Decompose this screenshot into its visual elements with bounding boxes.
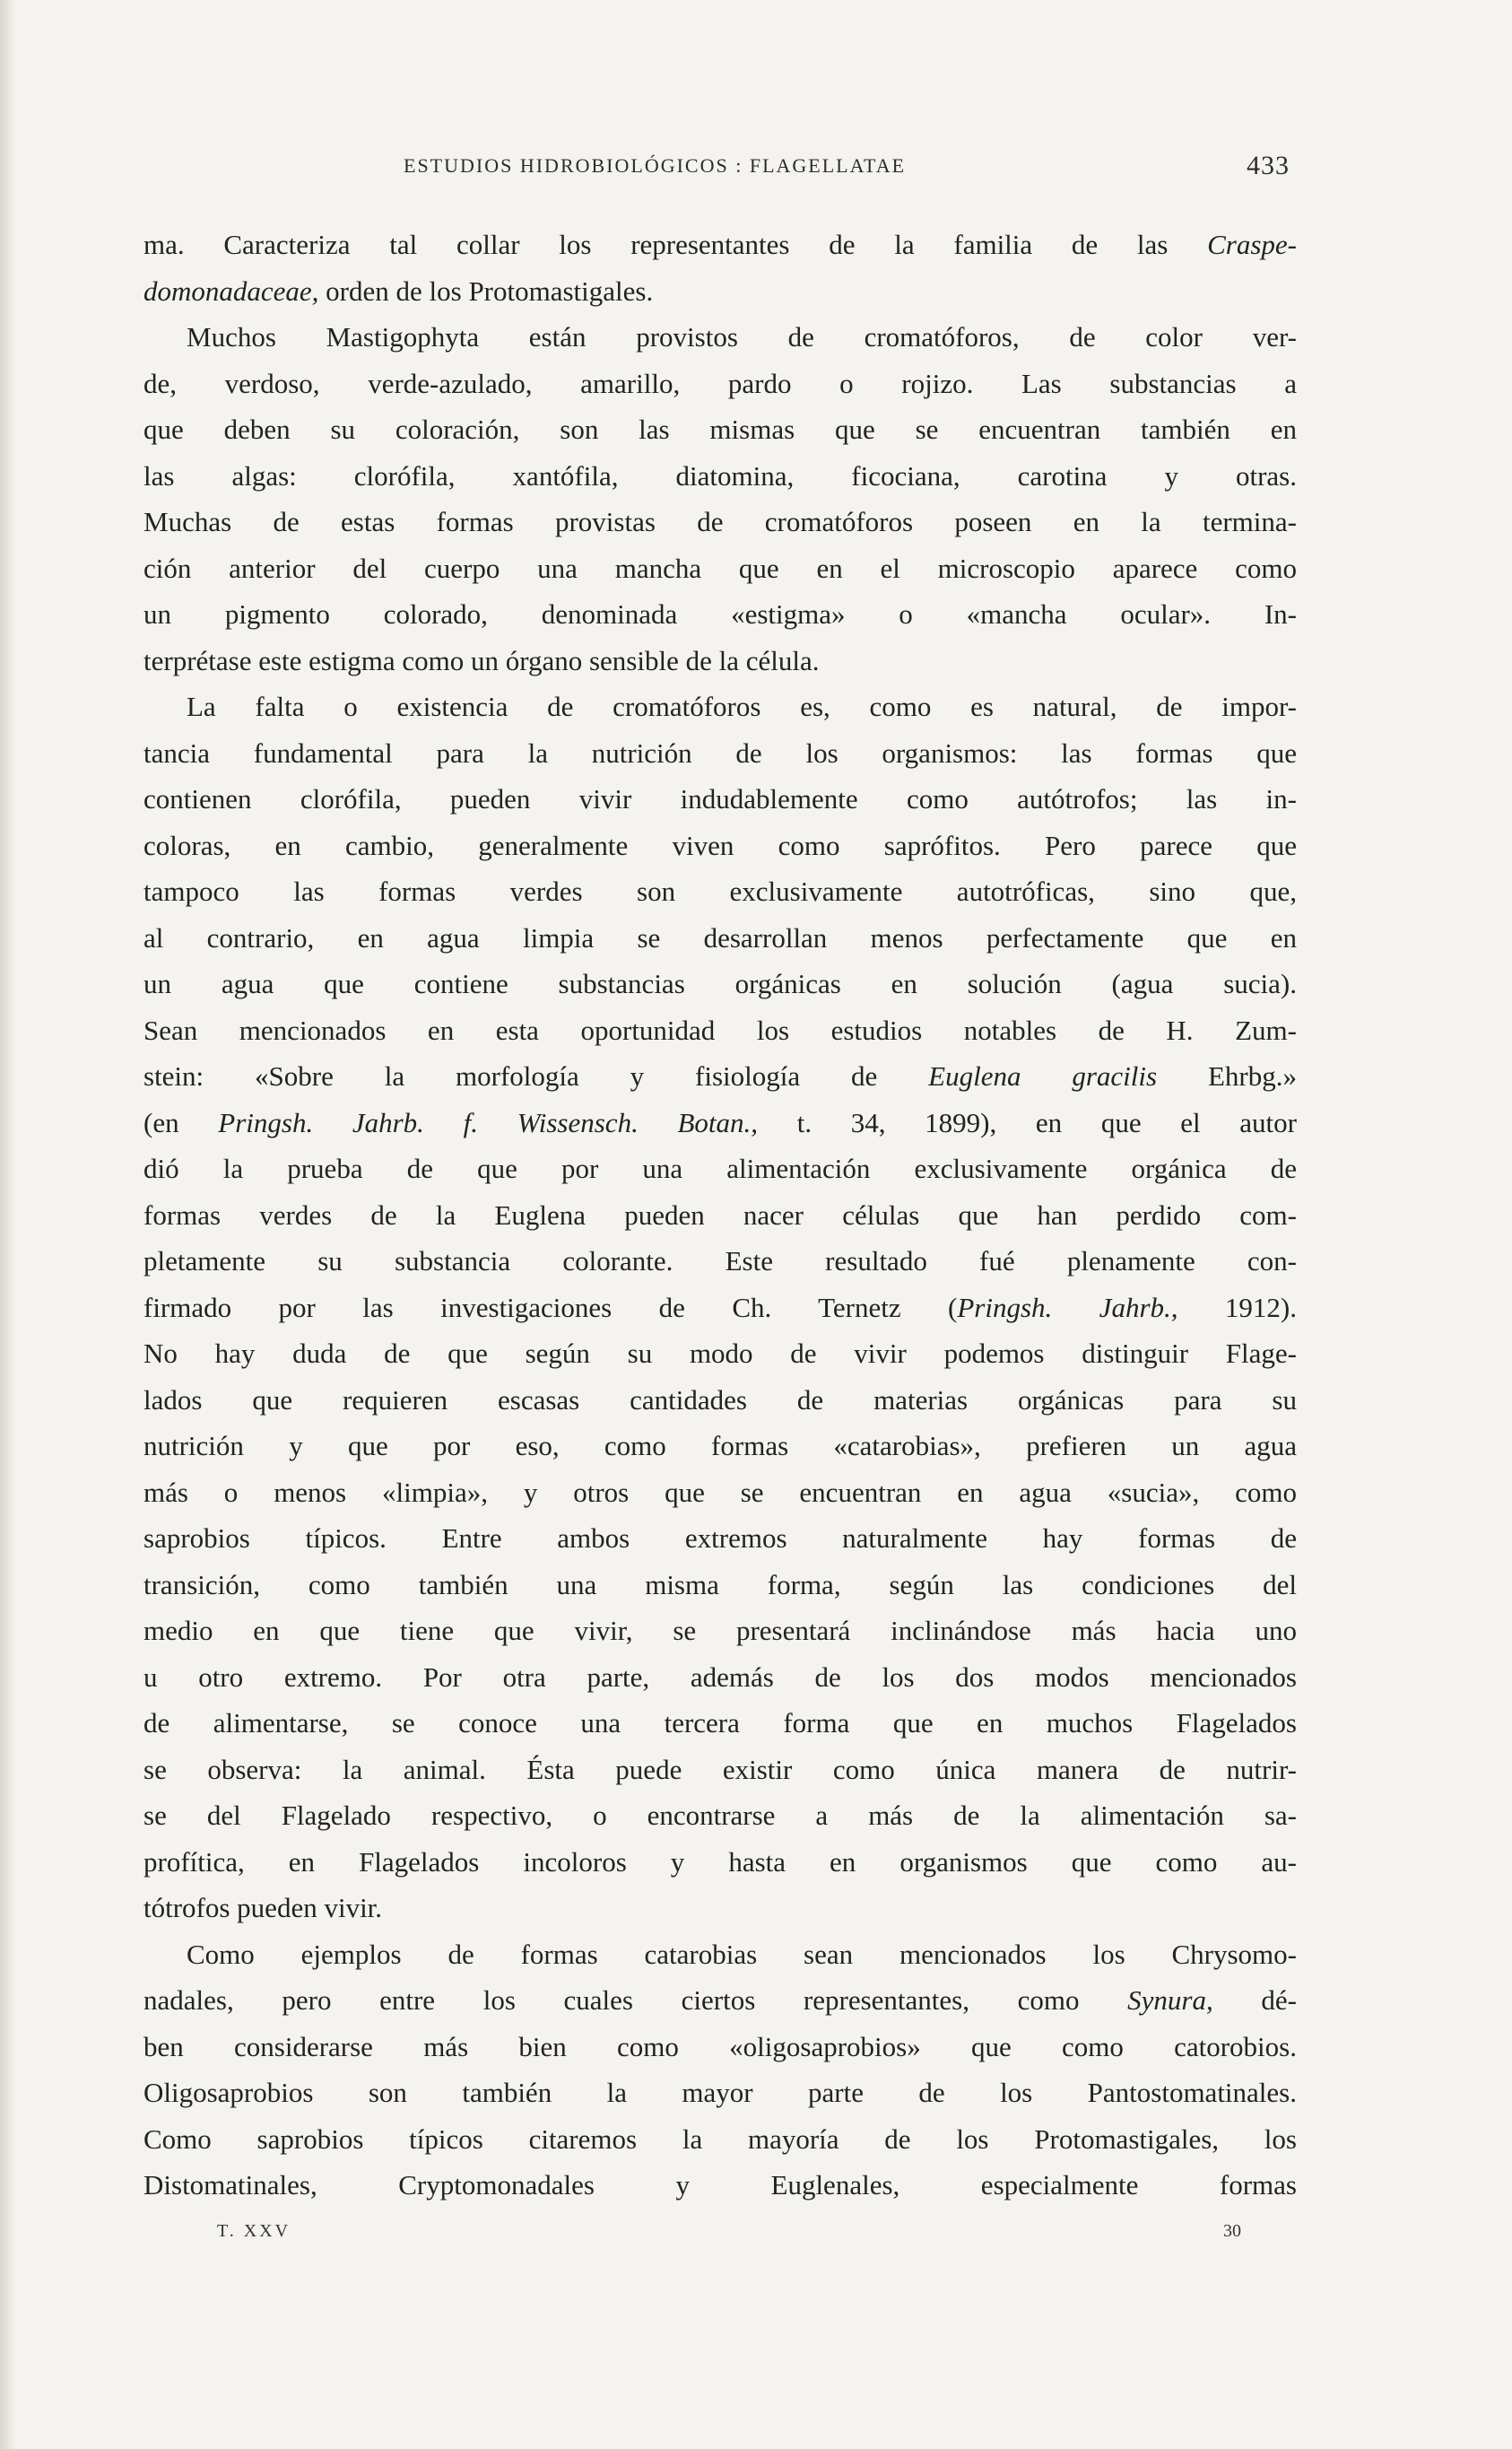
text-line xyxy=(143,1469,1297,1516)
text-line xyxy=(143,823,1297,869)
italic-segment: Pringsh. Jahrb., xyxy=(957,1291,1178,1323)
italic-segment: Synura, xyxy=(1127,1984,1213,2016)
text-segment: t. 34, 1899), en que el autor xyxy=(758,1106,1297,1138)
text-segment: saprobios típicos. Entre ambos extremos naturalmente hay formas de xyxy=(143,1522,1297,1554)
text-line xyxy=(143,1377,1297,1424)
text-line xyxy=(143,2070,1297,2116)
text-segment: se del Flagelado respectivo, o encontrarse a más de la alimentación sa- xyxy=(143,1800,1297,1831)
text-line xyxy=(143,1053,1297,1100)
text-segment: un pigmento colorado, denominada «estigma» o «mancha ocular». In- xyxy=(143,598,1297,630)
text-segment: Como ejemplos de formas catarobias sean mencionados los Chrysomo- xyxy=(187,1938,1297,1970)
text-line xyxy=(143,1285,1297,1331)
text-line xyxy=(143,545,1297,592)
text-line xyxy=(143,406,1297,453)
text-line xyxy=(143,1654,1297,1701)
signature-mark: 30 xyxy=(1223,2221,1241,2241)
text-line xyxy=(143,591,1297,638)
text-line xyxy=(143,1885,1297,1931)
text-segment: ben considerarse más bien como «oligosaprobios» que como catorobios. xyxy=(143,2030,1297,2062)
text-segment: contienen clorófila, pueden vivir indudablemente como autótrofos; las in- xyxy=(143,783,1297,815)
text-line xyxy=(143,1608,1297,1654)
text-segment: 1912). xyxy=(1177,1291,1297,1323)
text-segment: que deben su coloración, son las mismas que se encuentran también en xyxy=(143,414,1297,445)
text-segment: u otro extremo. Por otra parte, además de los dos modos mencionados xyxy=(143,1660,1297,1693)
text-segment: Sean mencionados en esta oportunidad los estudios notables de H. Zum- xyxy=(143,1014,1297,1046)
text-segment: nadales, pero entre los cuales ciertos representantes, como xyxy=(143,1984,1128,2016)
text-line xyxy=(143,776,1297,823)
text-segment: ma. Caracteriza tal collar los representantes de la familia de las xyxy=(143,229,1208,260)
text-segment: lados que requieren escasas cantidades de materias orgánicas para su xyxy=(143,1383,1297,1416)
text-line xyxy=(143,1423,1297,1469)
text-line xyxy=(143,1792,1297,1839)
text-line xyxy=(143,1562,1297,1608)
text-line xyxy=(143,1100,1297,1146)
text-segment: profítica, en Flagelados incoloros y hasta en organismos que como au- xyxy=(143,1845,1297,1878)
text-segment: transición, como también una misma forma, según las condiciones del xyxy=(143,1568,1297,1600)
text-line xyxy=(143,1747,1297,1793)
text-segment: Como saprobios típicos citaremos la mayoría de los Protomastigales, los xyxy=(143,2122,1297,2155)
text-line xyxy=(143,1146,1297,1192)
text-line xyxy=(143,1192,1297,1239)
text-line xyxy=(143,1238,1297,1285)
text-segment: terprétase este estigma como un órgano sensible de la célula. xyxy=(143,644,820,676)
text-segment: ción anterior del cuerpo una mancha que en el microscopio aparece como xyxy=(143,552,1297,584)
text-segment: Muchos Mastigophyta están provistos de cromatóforos, de color ver- xyxy=(187,321,1297,353)
text-segment: de, verdoso, verde-azulado, amarillo, pardo o rojizo. Las substancias a xyxy=(143,367,1297,399)
text-line xyxy=(143,361,1297,407)
text-segment: tancia fundamental para la nutrición de los organismos: las formas que xyxy=(143,736,1297,769)
text-line xyxy=(143,499,1297,545)
text-line xyxy=(143,638,1297,684)
text-segment: Muchas de estas formas provistas de cromatóforos poseen en la termina- xyxy=(143,506,1297,537)
italic-segment: Craspe- xyxy=(1207,229,1297,260)
page-footer xyxy=(143,2221,1297,2257)
text-segment: firmado por las investigaciones de Ch. Ternetz ( xyxy=(143,1291,958,1323)
text-segment: tótrofos pueden vivir. xyxy=(143,1892,383,1923)
text-line xyxy=(143,453,1297,500)
text-line xyxy=(143,222,1297,268)
body-text xyxy=(143,222,1297,2209)
text-segment: tampoco las formas verdes son exclusivamente autotróficas, sino que, xyxy=(143,876,1297,907)
italic-segment: Euglena gracilis xyxy=(928,1060,1158,1092)
italic-segment: Pringsh. Jahrb. f. Wissensch. Botan., xyxy=(218,1106,759,1138)
text-line xyxy=(143,961,1297,1007)
text-segment: se observa: la animal. Ésta puede existir como única manera de nutrir- xyxy=(143,1753,1297,1785)
binding-shadow xyxy=(0,0,16,2449)
text-segment: pletamente su substancia colorante. Este resultado fué plenamente con- xyxy=(143,1245,1297,1277)
text-segment: orden de los Protomastigales. xyxy=(318,275,654,307)
text-line xyxy=(143,730,1297,777)
text-line xyxy=(143,1931,1297,1978)
page-number: 433 xyxy=(1247,151,1290,180)
text-segment: Ehrbg.» xyxy=(1157,1060,1297,1092)
text-segment: stein: «Sobre la morfología y fisiología de xyxy=(143,1060,929,1092)
volume-mark: T. XXV xyxy=(217,2221,291,2241)
text-segment: un agua que contiene substancias orgánicas en solución (agua sucia). xyxy=(143,968,1297,999)
page-header xyxy=(143,151,1297,190)
text-line xyxy=(143,915,1297,962)
text-segment: dió la prueba de que por una alimentación exclusivamente orgánica de xyxy=(143,1153,1297,1184)
text-line xyxy=(143,1977,1297,2024)
text-segment: dé- xyxy=(1212,1984,1297,2016)
text-segment: al contrario, en agua limpia se desarrollan menos perfectamente que en xyxy=(143,921,1297,954)
text-line xyxy=(143,1839,1297,1886)
text-segment: más o menos «limpia», y otros que se encuentran en agua «sucia», como xyxy=(143,1476,1297,1508)
text-line xyxy=(143,684,1297,730)
text-segment: medio en que tiene que vivir, se presentará inclinándose más hacia uno xyxy=(143,1615,1297,1646)
text-segment: Distomatinales, Cryptomonadales y Euglenales, especialmente formas xyxy=(143,2169,1297,2201)
running-head: ESTUDIOS HIDROBIOLÓGICOS : FLAGELLATAE xyxy=(404,154,907,177)
italic-segment: domonadaceae, xyxy=(143,275,319,307)
text-line xyxy=(143,1515,1297,1562)
text-line xyxy=(143,314,1297,361)
text-line xyxy=(143,2162,1297,2209)
text-segment: las algas: clorófila, xantófila, diatomina, ficociana, carotina y otras. xyxy=(143,459,1297,492)
text-line xyxy=(143,2116,1297,2163)
text-segment: No hay duda de que según su modo de vivir podemos distinguir Flage- xyxy=(143,1338,1297,1369)
text-segment: nutrición y que por eso, como formas «catarobias», prefieren un agua xyxy=(143,1430,1297,1461)
text-segment: coloras, en cambio, generalmente viven como saprófitos. Pero parece que xyxy=(143,829,1297,861)
text-segment: (en xyxy=(143,1106,219,1138)
text-line xyxy=(143,1007,1297,1054)
text-segment: formas verdes de la Euglena pueden nacer células que han perdido com- xyxy=(143,1198,1297,1231)
text-segment: de alimentarse, se conoce una tercera forma que en muchos Flagelados xyxy=(143,1707,1297,1739)
text-line xyxy=(143,268,1297,315)
text-segment: La falta o existencia de cromatóforos es, como es natural, de impor- xyxy=(187,691,1297,722)
text-line xyxy=(143,868,1297,915)
text-line xyxy=(143,2024,1297,2070)
text-line xyxy=(143,1330,1297,1377)
text-segment: Oligosaprobios son también la mayor parte de los Pantostomatinales. xyxy=(143,2077,1297,2108)
text-line xyxy=(143,1700,1297,1747)
